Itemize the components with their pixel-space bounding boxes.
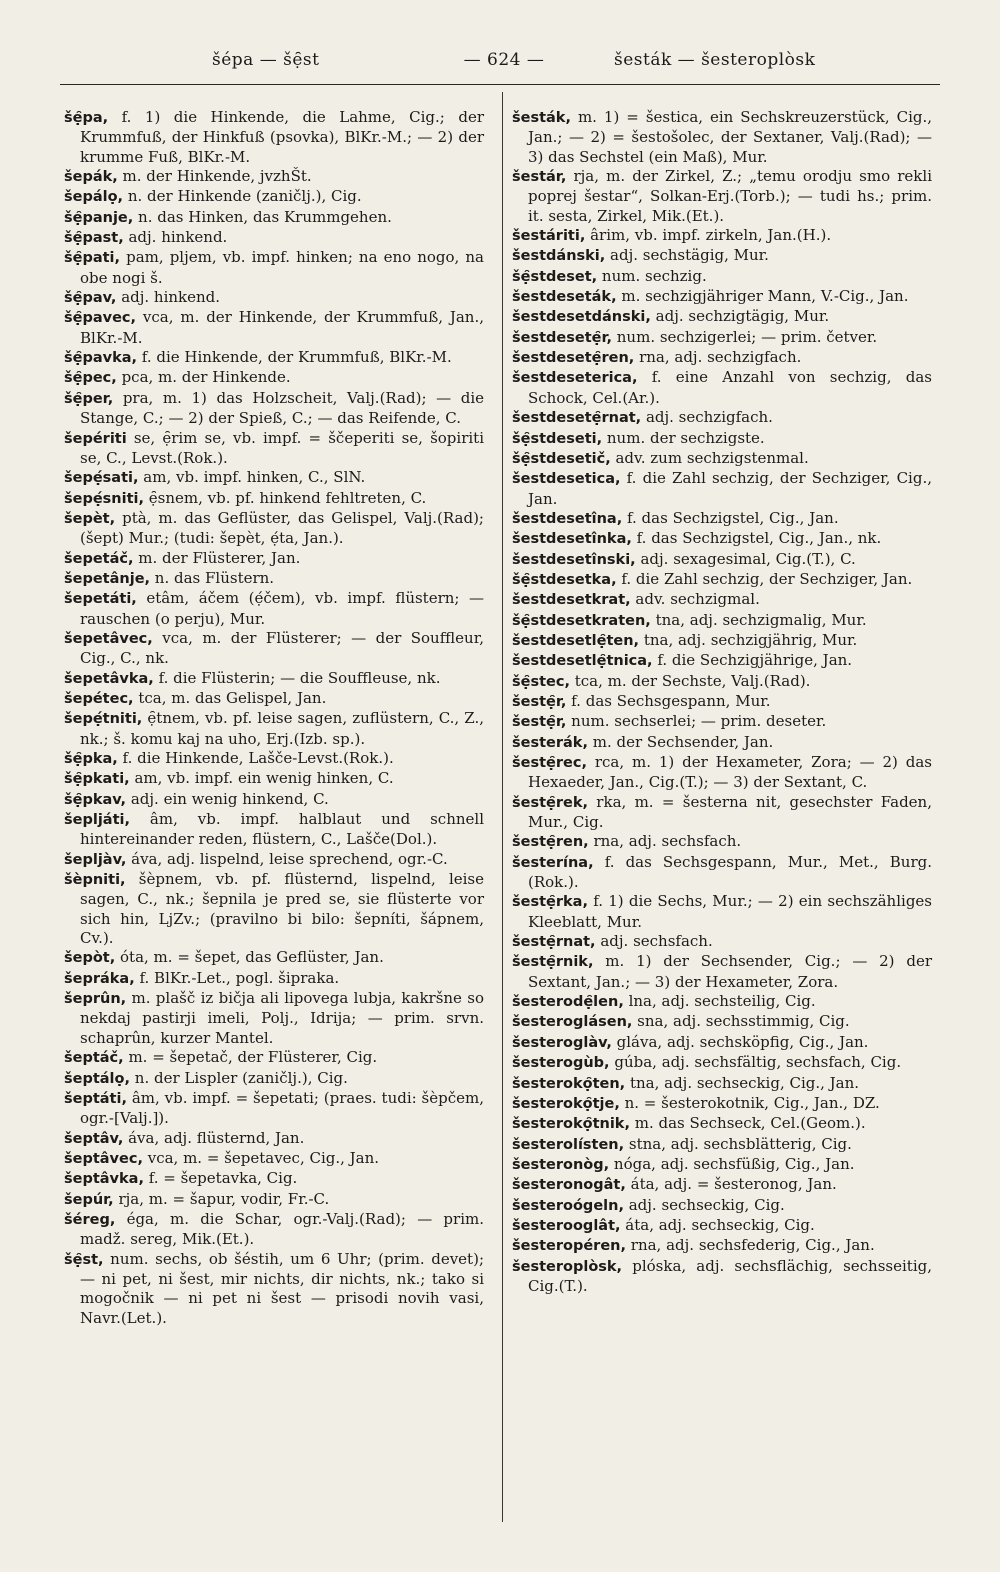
entry-definition: rja, m. der Zirkel, Z.; „temu orodju smo rekli poprej šestar“, Solkan-Erj.(Torb.); — tudi hs.; prim. it. sesta, Zirkel, Mik.(Et.).: [528, 167, 932, 225]
dictionary-entry: [64, 429, 484, 469]
entry-headword: šẹ̑stdesetkraten,: [512, 612, 651, 629]
dictionary-entry: [512, 408, 932, 428]
header-left-guideword: šépa — šẹ̑st: [212, 50, 320, 70]
entry-headword: šesterooglât,: [512, 1217, 621, 1234]
entry-headword: šẹ̑st,: [64, 1251, 104, 1268]
entry-definition: plóska, adj. sechsflächig, sechsseitig, Cig.(T.).: [528, 1256, 932, 1295]
entry-definition: adv. zum sechzigstenmal.: [610, 448, 809, 467]
dictionary-entry: [64, 308, 484, 348]
entry-headword: šeptâv,: [64, 1130, 124, 1147]
entry-definition: adj. ein wenig hinkend, C.: [126, 789, 329, 808]
entry-headword: šestdesetẹ̑ren,: [512, 350, 635, 367]
entry-definition: rna, adj. sechsfach.: [588, 832, 742, 851]
entry-headword: šesterokọ̑tje,: [512, 1095, 620, 1112]
entry-headword: šestdeseterica,: [512, 370, 638, 387]
entry-definition: vca, m. = šepetavec, Cig., Jan.: [142, 1148, 380, 1167]
entry-headword: šẹ̑pkati,: [64, 771, 130, 788]
dictionary-entry: [64, 569, 484, 589]
entry-headword: šestẹ̑rek,: [512, 794, 588, 811]
dictionary-entry: [512, 1094, 932, 1114]
entry-definition: n. das Hinken, das Krummgehen.: [133, 207, 392, 226]
dictionary-entry: [64, 1210, 484, 1250]
dictionary-entry: [64, 1069, 484, 1089]
dictionary-entry: [512, 793, 932, 833]
entry-definition: áva, adj. flüsternd, Jan.: [123, 1128, 305, 1147]
entry-definition: f. = šepetavka, Cig.: [143, 1169, 298, 1188]
dictionary-entry: [64, 1250, 484, 1328]
entry-definition: m. der Sechsender, Jan.: [587, 732, 774, 751]
dictionary-entry: [512, 1114, 932, 1134]
entry-headword: šẹ̑pavec,: [64, 310, 137, 327]
dictionary-entry: [512, 672, 932, 692]
dictionary-entry: [64, 629, 484, 669]
dictionary-entry: [512, 469, 932, 509]
dictionary-entry: [64, 228, 484, 248]
entry-headword: šepetânje,: [64, 570, 151, 587]
dictionary-entry: [64, 187, 484, 207]
entry-definition: rja, m. = šapur, vodir, Fr.-C.: [113, 1189, 330, 1208]
entry-headword: šèpniti,: [64, 872, 126, 889]
entry-definition: f. 1) die Hinkende, die Lahme, Cig.; der Krummfuß, der Hinkfuß (psovka), BlKr.-M.; — 2) der krumme Fuß, BlKr.-M.: [80, 108, 484, 166]
entry-headword: šeptâvka,: [64, 1171, 144, 1188]
dictionary-entry: [64, 368, 484, 388]
entry-headword: šestẹ̑rnat,: [512, 934, 596, 951]
entry-headword: šẹ̑per,: [64, 390, 114, 407]
entry-headword: šẹ̑past,: [64, 230, 124, 247]
dictionary-entry: [64, 790, 484, 810]
page-header: [60, 44, 940, 78]
entry-definition: ẹ̑tnem, vb. pf. leise sagen, zuflüstern, C., Z., nk.; š. komu kaj na uho, Erj.(Izb. sp.).: [80, 709, 484, 748]
entry-definition: f. das Sechzigstel, Cig., Jan.: [622, 508, 839, 527]
entry-headword: šepẹ́tniti,: [64, 711, 143, 728]
entry-definition: f. BlKr.-Let., pogl. šipraka.: [134, 968, 340, 987]
entry-headword: šestdesetlẹ̑ten,: [512, 632, 640, 649]
header-rule: [60, 84, 940, 85]
dictionary-entry: [512, 226, 932, 246]
entry-definition: ptà, m. das Geflüster, das Gelispel, Valj.(Rad); (šept) Mur.; (tudi: šepèt, ẹ́ta, Jan.).: [80, 508, 484, 548]
entry-definition: m. 1) = šestica, ein Sechskreuzerstück, Cig., Jan.; — 2) = šestošolec, der Sextaner, Valj.(Rad); — 3) das Sechstel (ein Maß), Mur.: [528, 108, 932, 166]
entry-headword: šeptálọ,: [64, 1070, 131, 1087]
entry-headword: šestdesetdánski,: [512, 309, 651, 326]
entry-definition: áta, adj. sechseckig, Cig.: [620, 1215, 815, 1234]
dictionary-entry: [64, 709, 484, 749]
dictionary-entry: [512, 529, 932, 549]
entry-headword: šepetáti,: [64, 591, 137, 608]
dictionary-entry: [512, 550, 932, 570]
dictionary-entry: [512, 328, 932, 348]
entry-headword: šẹ̑stdeset,: [512, 268, 598, 285]
entry-headword: šestáriti,: [512, 228, 586, 245]
dictionary-entry: [64, 689, 484, 709]
dictionary-entry: [512, 733, 932, 753]
dictionary-entry: [512, 429, 932, 449]
entry-headword: šẹ̑stdeseti,: [512, 430, 603, 447]
dictionary-entry: [64, 509, 484, 549]
entry-headword: šepák,: [64, 169, 118, 186]
entry-headword: šepétec,: [64, 690, 134, 707]
dictionary-entry: [64, 348, 484, 368]
entry-headword: šepúr,: [64, 1191, 114, 1208]
dictionary-entry: [512, 651, 932, 671]
entry-headword: šẹ̑pa,: [64, 110, 109, 126]
entry-headword: šestdesetînski,: [512, 551, 636, 568]
entry-headword: šẹ̑stdesetič,: [512, 450, 611, 467]
entry-definition: éga, m. die Schar, ogr.-Valj.(Rad); — prim. madž. sereg, Mik.(Et.).: [80, 1209, 484, 1249]
entry-definition: óta, m. = šepet, das Geflüster, Jan.: [115, 948, 384, 967]
dictionary-entry: [512, 246, 932, 266]
entry-headword: šesterodẹ̑len,: [512, 994, 624, 1011]
entry-definition: n. = šesterokotnik, Cig., Jan., DZ.: [619, 1093, 880, 1112]
dictionary-entry: [512, 753, 932, 793]
entry-headword: šestẹ̑rec,: [512, 755, 587, 771]
entry-definition: num. sechs, ob šéstih, um 6 Uhr; (prim. devet); — ni pet, ni šest, mir nichts, dir nichts, nk.; tako si mogočnik — ni pet ni šest — prisodi novih vasi, Navr.(Let.).: [80, 1249, 484, 1327]
entry-definition: ẹ̑snem, vb. pf. hinkend fehltreten, C.: [144, 488, 427, 507]
entry-definition: pam, pljem, vb. impf. hinken; na eno nogo, na obe nogi š.: [80, 248, 484, 287]
dictionary-entry: [64, 810, 484, 850]
entry-definition: lna, adj. sechsteilig, Cig.: [623, 992, 816, 1011]
dictionary-entry: [64, 969, 484, 989]
entry-definition: m. plašč iz bičja ali lipovega lubja, kakršne so nekdaj pastirji imeli, Polj., Idrija; — prim. srvn. schaprûn, kurzer Mantel.: [80, 989, 484, 1047]
entry-headword: šesteronòg,: [512, 1156, 610, 1173]
dictionary-entry: [64, 108, 484, 167]
entry-headword: šesterokọ̑ten,: [512, 1075, 626, 1092]
entry-definition: stna, adj. sechsblätterig, Cig.: [624, 1134, 852, 1153]
entry-definition: f. das Sechzigstel, Cig., Jan., nk.: [631, 529, 882, 548]
dictionary-entry: [64, 489, 484, 509]
dictionary-entry: [64, 948, 484, 968]
entry-headword: šepetâvka,: [64, 670, 154, 687]
entry-headword: šepẹ́sniti,: [64, 490, 145, 507]
entry-headword: šestdesetẹ̑rnat,: [512, 410, 642, 427]
entry-definition: âm, vb. impf. halblaut und schnell hintereinander reden, flüstern, C., Lašče(Dol.).: [80, 810, 484, 849]
entry-definition: šèpnem, vb. pf. flüsternd, lispelnd, leise sagen, C., nk.; šepnila je pred se, sie flüsterte vor sich hin, LjZv.; (pravilno bi bilo: šepníti, šápnem, Cv.).: [80, 870, 484, 948]
dictionary-entry: [64, 989, 484, 1048]
entry-definition: m. = šepetač, der Flüsterer, Cig.: [123, 1048, 378, 1067]
entry-definition: f. die Zahl sechzig, der Sechziger, Jan.: [616, 569, 913, 588]
entry-headword: šestdesetkrat,: [512, 592, 631, 609]
entry-definition: tna, adj. sechseckig, Cig., Jan.: [625, 1073, 860, 1092]
dictionary-entry: [64, 167, 484, 187]
dictionary-entry: [512, 692, 932, 712]
entry-definition: f. die Hinkende, Lašče-Levst.(Rok.).: [117, 749, 394, 767]
dictionary-entry: [64, 1169, 484, 1189]
entry-headword: šesterokọ̑tnik,: [512, 1116, 630, 1133]
entry-headword: šẹ̑stdesetka,: [512, 571, 617, 588]
entry-definition: f. die Flüsterin; — die Souffleuse, nk.: [153, 668, 441, 687]
dictionary-entry: [64, 749, 484, 769]
entry-definition: tca, m. das Gelispel, Jan.: [133, 688, 327, 707]
entry-definition: pra, m. 1) das Holzscheit, Valj.(Rad); — die Stange, C.; — 2) der Spieß, C.; — das Reifende, C.: [80, 388, 484, 428]
dictionary-entry: [64, 248, 484, 288]
dictionary-entry: [512, 932, 932, 952]
entry-definition: adj. sexagesimal, Cig.(T.), C.: [635, 549, 856, 568]
dictionary-entry: [64, 589, 484, 629]
entry-definition: adj. sechstägig, Mur.: [605, 246, 769, 265]
entry-definition: m. sechzigjähriger Mann, V.-Cig., Jan.: [616, 287, 909, 306]
entry-headword: šepljáti,: [64, 812, 130, 829]
entry-definition: adj. hinkend.: [116, 288, 221, 307]
entry-headword: šesteroplòsk,: [512, 1258, 623, 1275]
entry-headword: šepòt,: [64, 950, 116, 967]
left-column: [64, 108, 484, 1328]
entry-definition: adj. sechsfach.: [595, 932, 713, 951]
entry-definition: am, vb. impf. hinken, C., SlN.: [138, 468, 366, 487]
dictionary-entry: [512, 307, 932, 327]
dictionary-entry: [512, 590, 932, 610]
dictionary-entry: [512, 832, 932, 852]
entry-definition: sna, adj. sechsstimmig, Cig.: [632, 1012, 850, 1031]
dictionary-entry: [64, 1190, 484, 1210]
dictionary-entry: [512, 368, 932, 408]
dictionary-entry: [512, 267, 932, 287]
entry-definition: adj. hinkend.: [123, 228, 228, 247]
dictionary-entry: [64, 1089, 484, 1129]
entry-definition: gúba, adj. sechsfältig, sechsfach, Cig.: [609, 1053, 902, 1072]
dictionary-entry: [512, 287, 932, 307]
entry-headword: šestẹ̑r,: [512, 714, 567, 731]
entry-definition: n. das Flüstern.: [150, 568, 275, 587]
entry-definition: rka, m. = šesterna nit, gesechster Faden, Mur., Cig.: [528, 792, 932, 832]
entry-headword: šepljàv,: [64, 851, 127, 868]
entry-definition: rna, adj. sechzigfach.: [634, 348, 802, 367]
entry-headword: šẹ̑pati,: [64, 250, 121, 267]
dictionary-entry: [512, 167, 932, 226]
entry-headword: šẹ̑pka,: [64, 751, 118, 767]
entry-definition: rca, m. 1) der Hexameter, Zora; — 2) das Hexaeder, Jan., Cig.(T.); — 3) der Sextant, C.: [528, 753, 932, 792]
dictionary-entry: [64, 669, 484, 689]
entry-definition: f. 1) die Sechs, Mur.; — 2) ein sechszähliges Kleeblatt, Mur.: [528, 892, 932, 931]
entry-definition: adv. sechzigmal.: [630, 590, 760, 609]
entry-definition: adj. sechseckig, Cig.: [623, 1195, 785, 1214]
entry-definition: num. sechzigerlei; — prim. četver.: [612, 327, 878, 346]
entry-headword: šepèt,: [64, 510, 116, 527]
entry-definition: n. der Hinkende (zaničlj.), Cig.: [123, 187, 362, 206]
dictionary-entry: [512, 1257, 932, 1297]
dictionary-entry: [64, 549, 484, 569]
entry-definition: vca, m. der Flüsterer; — der Souffleur, Cig., C., nk.: [80, 628, 484, 668]
entry-headword: šestár,: [512, 169, 567, 186]
entry-definition: rna, adj. sechsfederig, Cig., Jan.: [626, 1236, 875, 1255]
entry-headword: šẹ̑pav,: [64, 290, 117, 307]
dictionary-entry: [64, 870, 484, 948]
entry-headword: šesteroógeln,: [512, 1197, 624, 1214]
column-divider: [502, 92, 503, 1522]
entry-headword: šestdesetẹ̑r,: [512, 329, 612, 346]
entry-headword: šesteroglásen,: [512, 1014, 633, 1031]
dictionary-entry: [512, 1033, 932, 1053]
entry-headword: šepráka,: [64, 970, 135, 987]
entry-definition: f. eine Anzahl von sechzig, das Schock, Cel.(Ar.).: [528, 368, 932, 407]
entry-headword: šepetâvec,: [64, 630, 153, 647]
entry-headword: šestẹ̑rnik,: [512, 954, 594, 971]
entry-headword: šẹ̑pkav,: [64, 791, 127, 808]
dictionary-entry: [512, 449, 932, 469]
right-column: [512, 108, 932, 1296]
entry-headword: šestdesetlẹ̑tnica,: [512, 653, 653, 670]
entry-definition: etâm, áčem (ẹ́čem), vb. impf. flüstern; — rauschen (o perju), Mur.: [80, 589, 484, 628]
dictionary-entry: [64, 1129, 484, 1149]
entry-headword: šepálọ,: [64, 189, 124, 206]
dictionary-entry: [512, 1236, 932, 1256]
entry-headword: šesteronogât,: [512, 1177, 626, 1194]
entry-headword: šestẹ̑ren,: [512, 834, 589, 851]
entry-headword: šẹ̑stec,: [512, 673, 570, 690]
entry-definition: tna, adj. sechzigmalig, Mur.: [650, 610, 867, 629]
entry-definition: áva, adj. lispelnd, leise sprechend, ogr.-C.: [126, 849, 448, 868]
entry-definition: pca, m. der Hinkende.: [116, 368, 291, 387]
entry-definition: f. die Zahl sechzig, der Sechziger, Cig., Jan.: [528, 469, 932, 508]
entry-definition: m. der Hinkende, jvzhŠt.: [117, 167, 312, 186]
dictionary-entry: [512, 1196, 932, 1216]
dictionary-entry: [64, 208, 484, 228]
entry-headword: šestẹ̑rka,: [512, 894, 588, 911]
entry-definition: f. die Hinkende, der Krummfuß, BlKr.-M.: [137, 348, 452, 367]
dictionary-entry: [512, 570, 932, 590]
entry-definition: m. der Flüsterer, Jan.: [133, 548, 301, 567]
dictionary-entry: [512, 853, 932, 893]
entry-definition: num. sechserlei; — prim. deseter.: [566, 712, 827, 731]
entry-definition: f. die Sechzigjährige, Jan.: [652, 651, 853, 670]
entry-definition: ârim, vb. impf. zirkeln, Jan.(H.).: [585, 226, 832, 245]
dictionary-entry: [512, 1155, 932, 1175]
entry-headword: šéreg,: [64, 1211, 116, 1228]
entry-definition: am, vb. impf. ein wenig hinken, C.: [129, 769, 394, 788]
dictionary-entry: [512, 1053, 932, 1073]
entry-headword: šestdeseták,: [512, 289, 617, 306]
entry-definition: se, ẹ̑rim se, vb. impf. = ščeperiti se, šopiriti se, C., Levst.(Rok.).: [80, 428, 484, 467]
entry-headword: šeptâvec,: [64, 1150, 143, 1167]
entry-definition: âm, vb. impf. = šepetati; (praes. tudi: šèpčem, ogr.-[Valj.]).: [80, 1088, 484, 1128]
entry-headword: šẹ̑pec,: [64, 370, 117, 387]
entry-headword: šesterolísten,: [512, 1136, 625, 1153]
entry-headword: šepetáč,: [64, 550, 134, 567]
header-right-guideword: šesták — šesteroplòsk: [614, 50, 816, 70]
dictionary-entry: [512, 992, 932, 1012]
entry-headword: šestdesetîna,: [512, 510, 623, 527]
entry-headword: šeptáti,: [64, 1090, 127, 1107]
entry-definition: tca, m. der Sechste, Valj.(Rad).: [569, 671, 811, 690]
dictionary-entry: [512, 1012, 932, 1032]
entry-definition: m. 1) der Sechsender, Cig.; — 2) der Sextant, Jan.; — 3) der Hexameter, Zora.: [528, 952, 932, 991]
entry-headword: šestdánski,: [512, 248, 606, 265]
dictionary-entry: [64, 1149, 484, 1169]
dictionary-entry: [512, 952, 932, 992]
entry-headword: šesterína,: [512, 854, 594, 871]
entry-headword: šesterogùb,: [512, 1055, 610, 1072]
entry-definition: gláva, adj. sechsköpfig, Cig., Jan.: [611, 1032, 869, 1051]
entry-headword: šepẹ́sati,: [64, 470, 139, 487]
entry-headword: šẹ̑pavka,: [64, 350, 138, 367]
entry-definition: adj. sechzigtägig, Mur.: [650, 307, 830, 326]
dictionary-entry: [512, 1135, 932, 1155]
entry-definition: nóga, adj. sechsfüßig, Cig., Jan.: [609, 1154, 855, 1173]
dictionary-entry: [64, 288, 484, 308]
entry-headword: šẹ̑panje,: [64, 209, 134, 226]
entry-headword: šesterák,: [512, 734, 588, 751]
entry-definition: num. der sechzigste.: [602, 428, 765, 447]
entry-definition: f. das Sechsgespann, Mur., Met., Burg.(Rok.).: [528, 852, 932, 892]
dictionary-entry: [64, 389, 484, 429]
dictionary-entry: [64, 769, 484, 789]
dictionary-entry: [512, 1175, 932, 1195]
dictionary-entry: [64, 1048, 484, 1068]
dictionary-entry: [512, 712, 932, 732]
entry-headword: šestdesetica,: [512, 471, 621, 488]
dictionary-entry: [512, 892, 932, 932]
entry-headword: šesteropéren,: [512, 1238, 627, 1255]
dictionary-entry: [512, 631, 932, 651]
entry-headword: šeptáč,: [64, 1050, 124, 1067]
entry-headword: šesták,: [512, 110, 571, 126]
entry-definition: n. der Lispler (zaničlj.), Cig.: [130, 1068, 348, 1087]
entry-headword: šestdesetînka,: [512, 531, 632, 548]
dictionary-entry: [512, 1074, 932, 1094]
dictionary-entry: [512, 108, 932, 167]
dictionary-entry: [64, 468, 484, 488]
entry-definition: f. das Sechsgespann, Mur.: [566, 691, 771, 710]
dictionary-entry: [512, 348, 932, 368]
entry-definition: num. sechzig.: [597, 266, 707, 285]
page-number: — 624 —: [463, 50, 545, 70]
entry-headword: šeprûn,: [64, 991, 127, 1008]
entry-definition: áta, adj. = šesteronog, Jan.: [625, 1175, 837, 1194]
dictionary-entry: [64, 850, 484, 870]
entry-definition: tna, adj. sechzigjährig, Mur.: [639, 630, 858, 649]
entry-definition: adj. sechzigfach.: [641, 408, 773, 427]
dictionary-entry: [512, 611, 932, 631]
entry-headword: šesteroglàv,: [512, 1034, 612, 1051]
entry-definition: vca, m. der Hinkende, der Krummfuß, Jan., BlKr.-M.: [80, 308, 484, 347]
dictionary-entry: [512, 509, 932, 529]
entry-headword: šestẹ̑r,: [512, 693, 567, 710]
entry-definition: m. das Sechseck, Cel.(Geom.).: [629, 1114, 866, 1133]
dictionary-entry: [512, 1216, 932, 1236]
entry-headword: šepériti: [64, 430, 127, 447]
